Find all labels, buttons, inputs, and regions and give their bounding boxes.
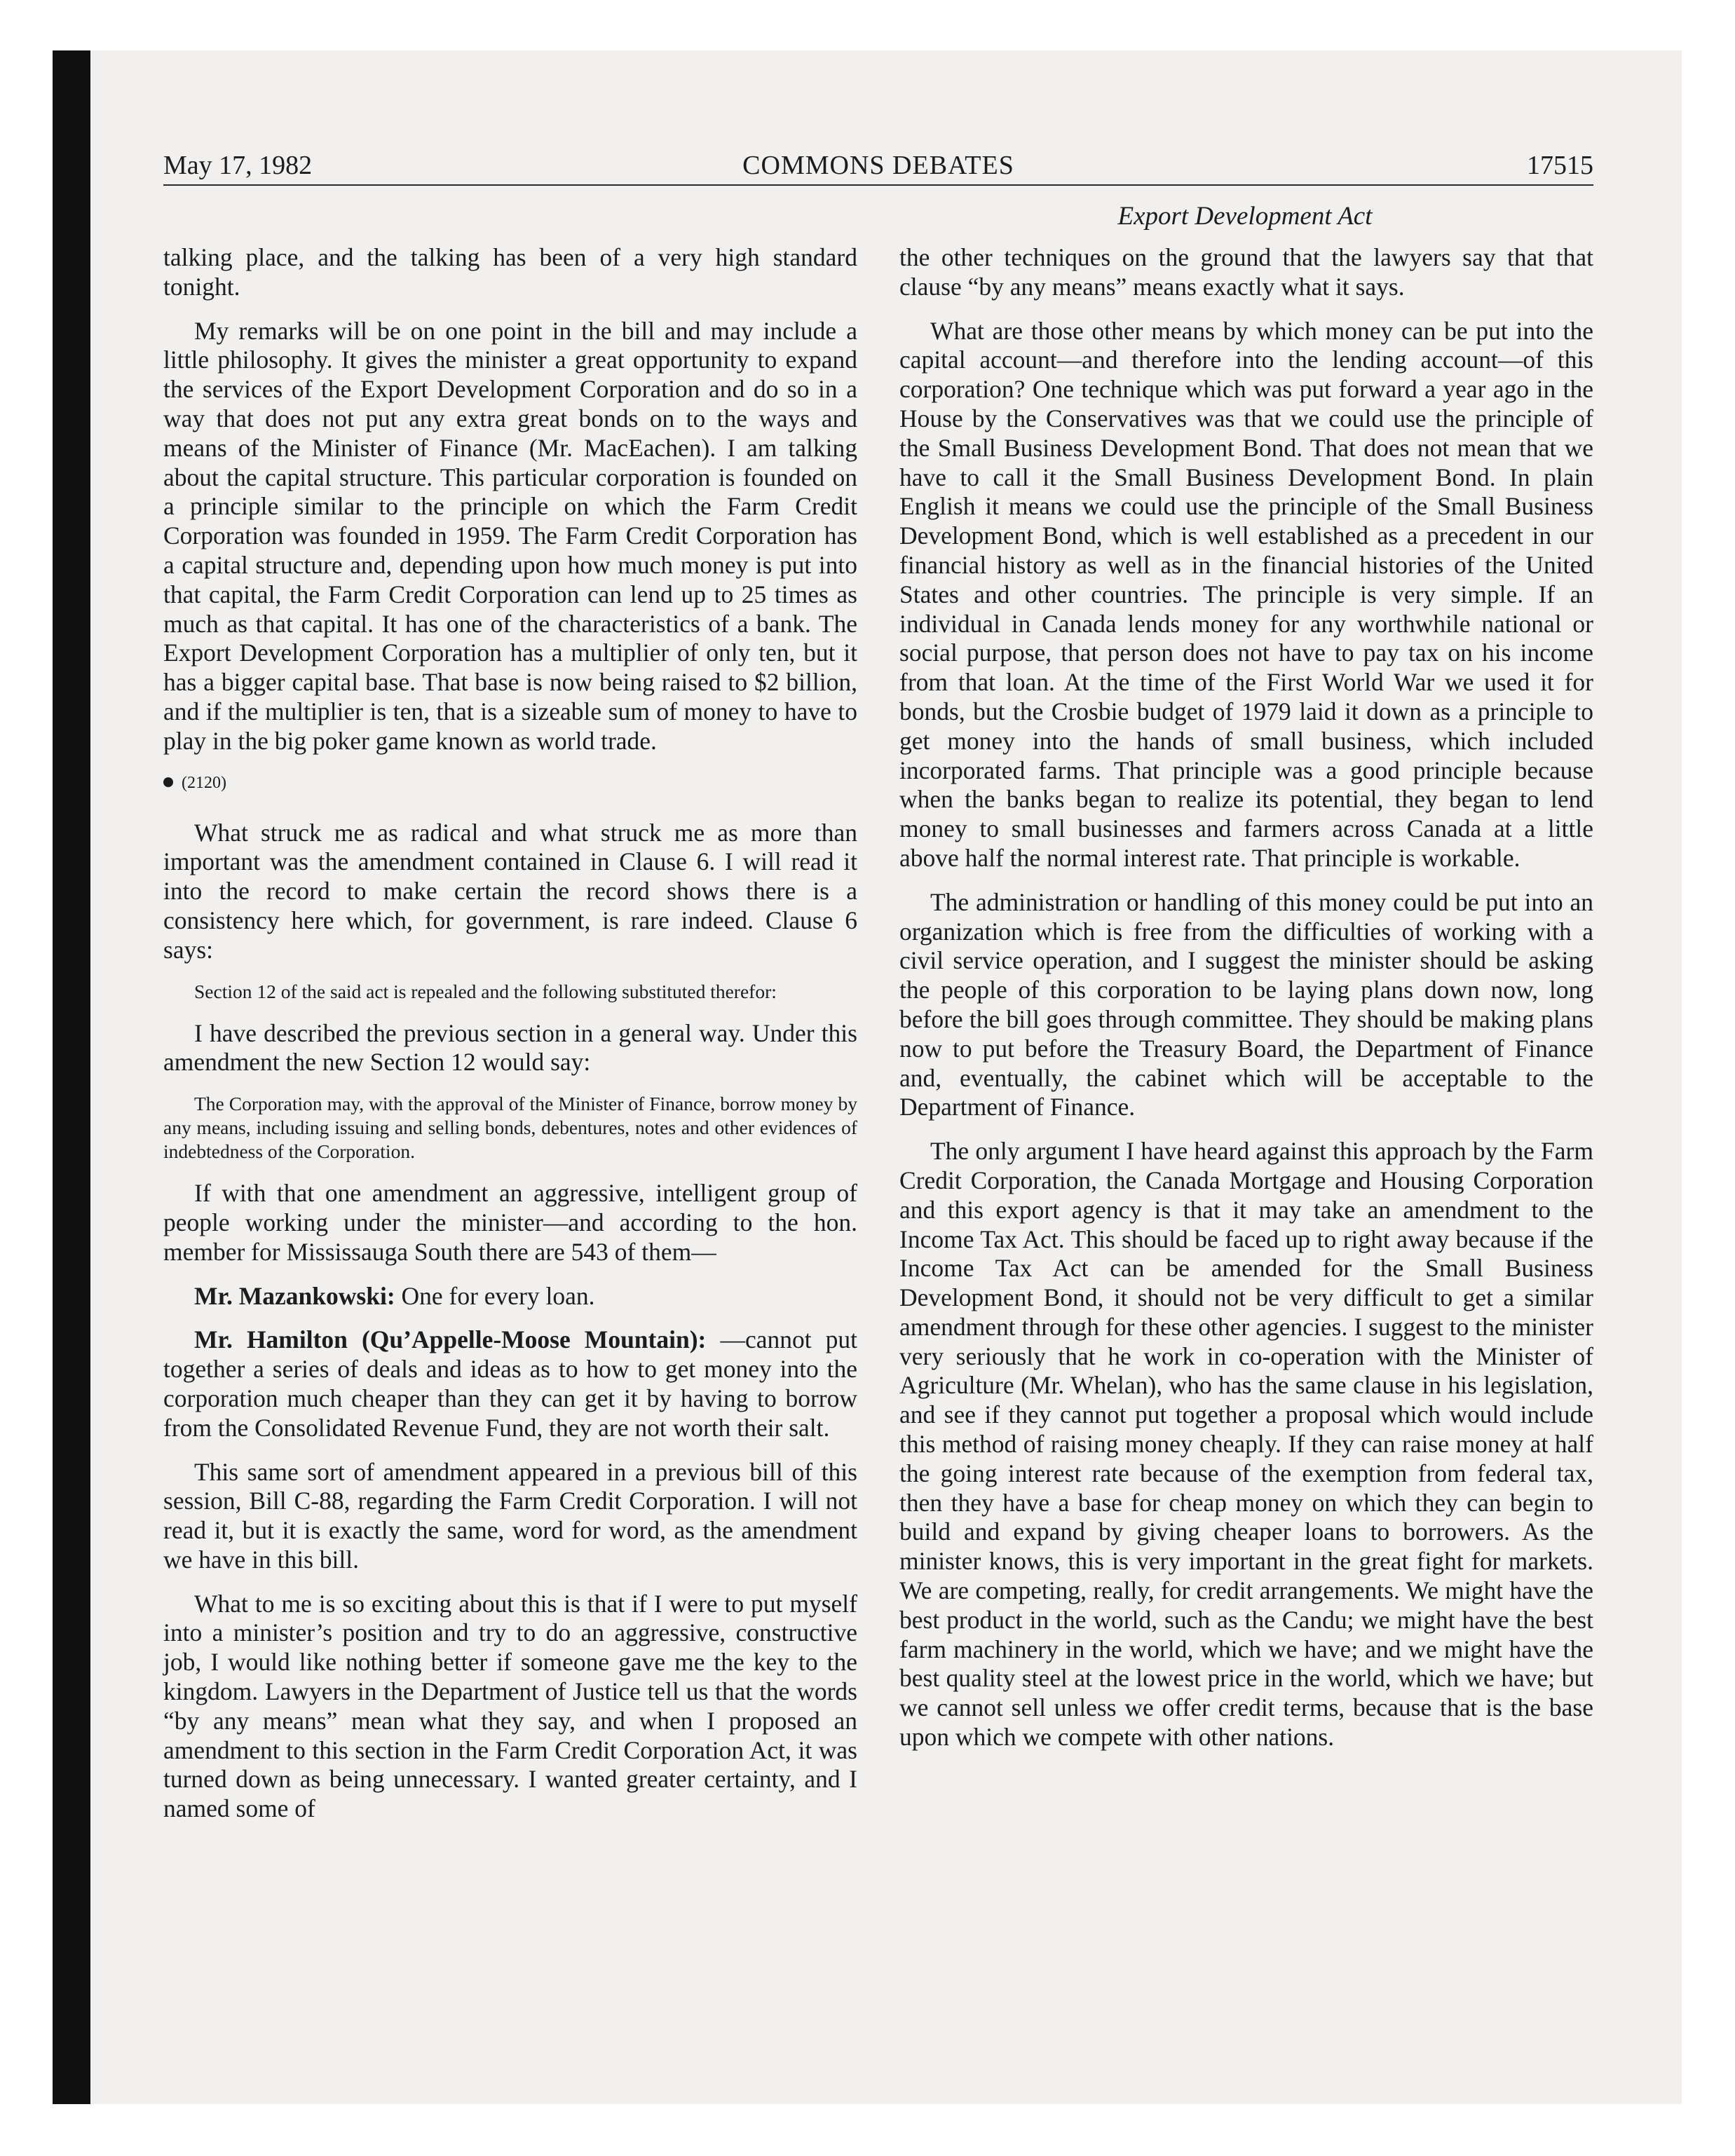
paragraph: talking place, and the talking has been of a very high standard tonight. <box>163 243 857 301</box>
paragraph: This same sort of amendment appeared in a previous bill of this session, Bill C-88, regarding the Farm Credit Corporation. I will not read it, but it is exactly the same, word for word, as the amendment we have in this bill. <box>163 1457 857 1574</box>
paragraph: If with that one amendment an aggressive, intelligent group of people working under the minister—and according to the hon. member for Mississauga South there are 543 of them— <box>163 1179 857 1266</box>
bullet-icon <box>163 777 173 787</box>
speech <box>163 1282 857 1311</box>
right-column <box>899 243 1593 1767</box>
quoted-text: The Corporation may, with the approval of the Minister of Finance, borrow money by any means, including issuing and selling bonds, debentures, notes and other evidences of indebtedness of the Corporation. <box>163 1093 857 1163</box>
page-header <box>163 147 1593 184</box>
paragraph: What to me is so exciting about this is that if I were to put myself into a minister’s position and try to do an aggressive, constructive job, I would like nothing better if someone gave me the key to the kingdom. Lawyers in the Department of Justice tell us that the words “by any means” mean what they say, and when I proposed an amendment to this section in the Farm Credit Corporation Act, it was turned down as being unnecessary. I wanted greater certainty, and I named some of <box>163 1589 857 1823</box>
quoted-text: Section 12 of the said act is repealed and the following substituted therefor: <box>194 980 777 1002</box>
paragraph: The only argument I have heard against this approach by the Farm Credit Corporation, the Canada Mortgage and Housing Corporation and this export agency is that it may take an amendment to the Income Tax Act. This should be faced up to right away because if the Income Tax Act can be amended for the Small Business Development Bond, it should not be very difficult to get a similar amendment through for these other agencies. I suggest to the minister very seriously that he work in co-operation with the Minister of Agriculture (Mr. Whelan), who has the same clause in his legislation, and see if they cannot put together a proposal which would include this method of raising money cheaply. If they can raise money at half the going interest rate because of the exemption from federal tax, then they have a base for cheap money on which they can begin to build and expand by giving cheaper loans to borrowers. As the minister knows, this is very important in the great fight for markets. We are competing, really, for credit arrangements. We might have the best product in the world, such as the Candu; we might have the best farm machinery in the world, which we have; and we might have the best quality steel at the lowest price in the world, which we have; but we cannot sell unless we offer credit terms, because that is the base upon which we compete with other nations. <box>899 1137 1593 1752</box>
time-marker <box>163 771 857 795</box>
speech-text: One for every loan. <box>395 1281 595 1310</box>
paragraph: What are those other means by which money can be put into the capital account—and therefore into the lending account—of this corporation? One technique which was put forward a year ago in the House by the Conservatives was that we could use the principle of the Small Business Development Bond. That does not mean that we have to call it the Small Business Development Bond. In plain English it means we could use the principle of the Small Business Development Bond, which is well established as a precedent in our financial history as well as in the financial histories of the United States and other countries. The principle is very simple. If an individual in Canada lends money for any worthwhile national or social purpose, that person does not have to pay tax on his income from that loan. At the time of the First World War we used it for bonds, but the Crosbie budget of 1979 laid it down as a principle to get money into the hands of small business, which included incorporated farms. That principle was a good principle because when the banks began to realize its potential, they began to lend money to small businesses and farmers across Canada at a little above half the normal interest rate. That principle is workable. <box>899 316 1593 872</box>
paragraph: My remarks will be on one point in the bill and may include a little philosophy. It gives the minister a great opportunity to expand the services of the Export Development Corporation and do so in a way that does not put any extra great bonds on to the ways and means of the Minister of Finance (Mr. MacEachen). I am talking about the capital structure. This particular corporation is founded on a principle similar to the principle on which the Farm Credit Corporation was founded in 1959. The Farm Credit Corporation has a capital structure and, depending upon how much money is put into that capital, the Farm Credit Corporation can lend up to 25 times as much as that capital. It has one of the characteristics of a bank. The Export Development Corporation has a multiplier of only ten, but it has a bigger capital base. That base is now being raised to $2 billion, and if the multiplier is ten, that is a sizeable sum of money to have to play in the big poker game known as world trade. <box>163 316 857 755</box>
running-title: Export Development Act <box>1117 202 1373 231</box>
paragraph: the other techniques on the ground that the lawyers say that that clause “by any means” means exactly what it says. <box>899 243 1593 301</box>
scan-border <box>53 50 90 2104</box>
paragraph: The administration or handling of this money could be put into an organization which is free from the difficulties of working with a civil service operation, and I suggest the minister should be asking the people of this corporation to be laying plans down now, long before the bill goes through committee. They should be making plans now to put before the Treasury Board, the Department of Finance and, eventually, the cabinet which will be acceptable to the Department of Finance. <box>899 887 1593 1121</box>
speech-text: —cannot put together a series of deals and ideas as to how to get money into the corporation much cheaper than they can get it by having to borrow from the Consolidated Revenue Fund, they are not worth their salt. <box>163 1325 857 1442</box>
speaker-name: Mr. Hamilton (Qu’Appelle-Moose Mountain): <box>194 1325 707 1354</box>
header-rule <box>163 184 1593 186</box>
speech <box>163 1325 857 1442</box>
time-marker-label: (2120) <box>182 773 226 792</box>
header-date: May 17, 1982 <box>163 151 313 180</box>
left-column <box>163 243 857 1838</box>
header-publication: COMMONS DEBATES <box>742 151 1014 180</box>
paragraph: What struck me as radical and what struck me as more than important was the amendment contained in Clause 6. I will read it into the record to make certain the record shows there is a consistency here which, for government, is rare indeed. Clause 6 says: <box>163 818 857 964</box>
paragraph: I have described the previous section in a general way. Under this amendment the new Section 12 would say: <box>163 1018 857 1077</box>
header-page-number: 17515 <box>1527 151 1593 180</box>
speaker-name: Mr. Mazankowski: <box>194 1281 395 1310</box>
